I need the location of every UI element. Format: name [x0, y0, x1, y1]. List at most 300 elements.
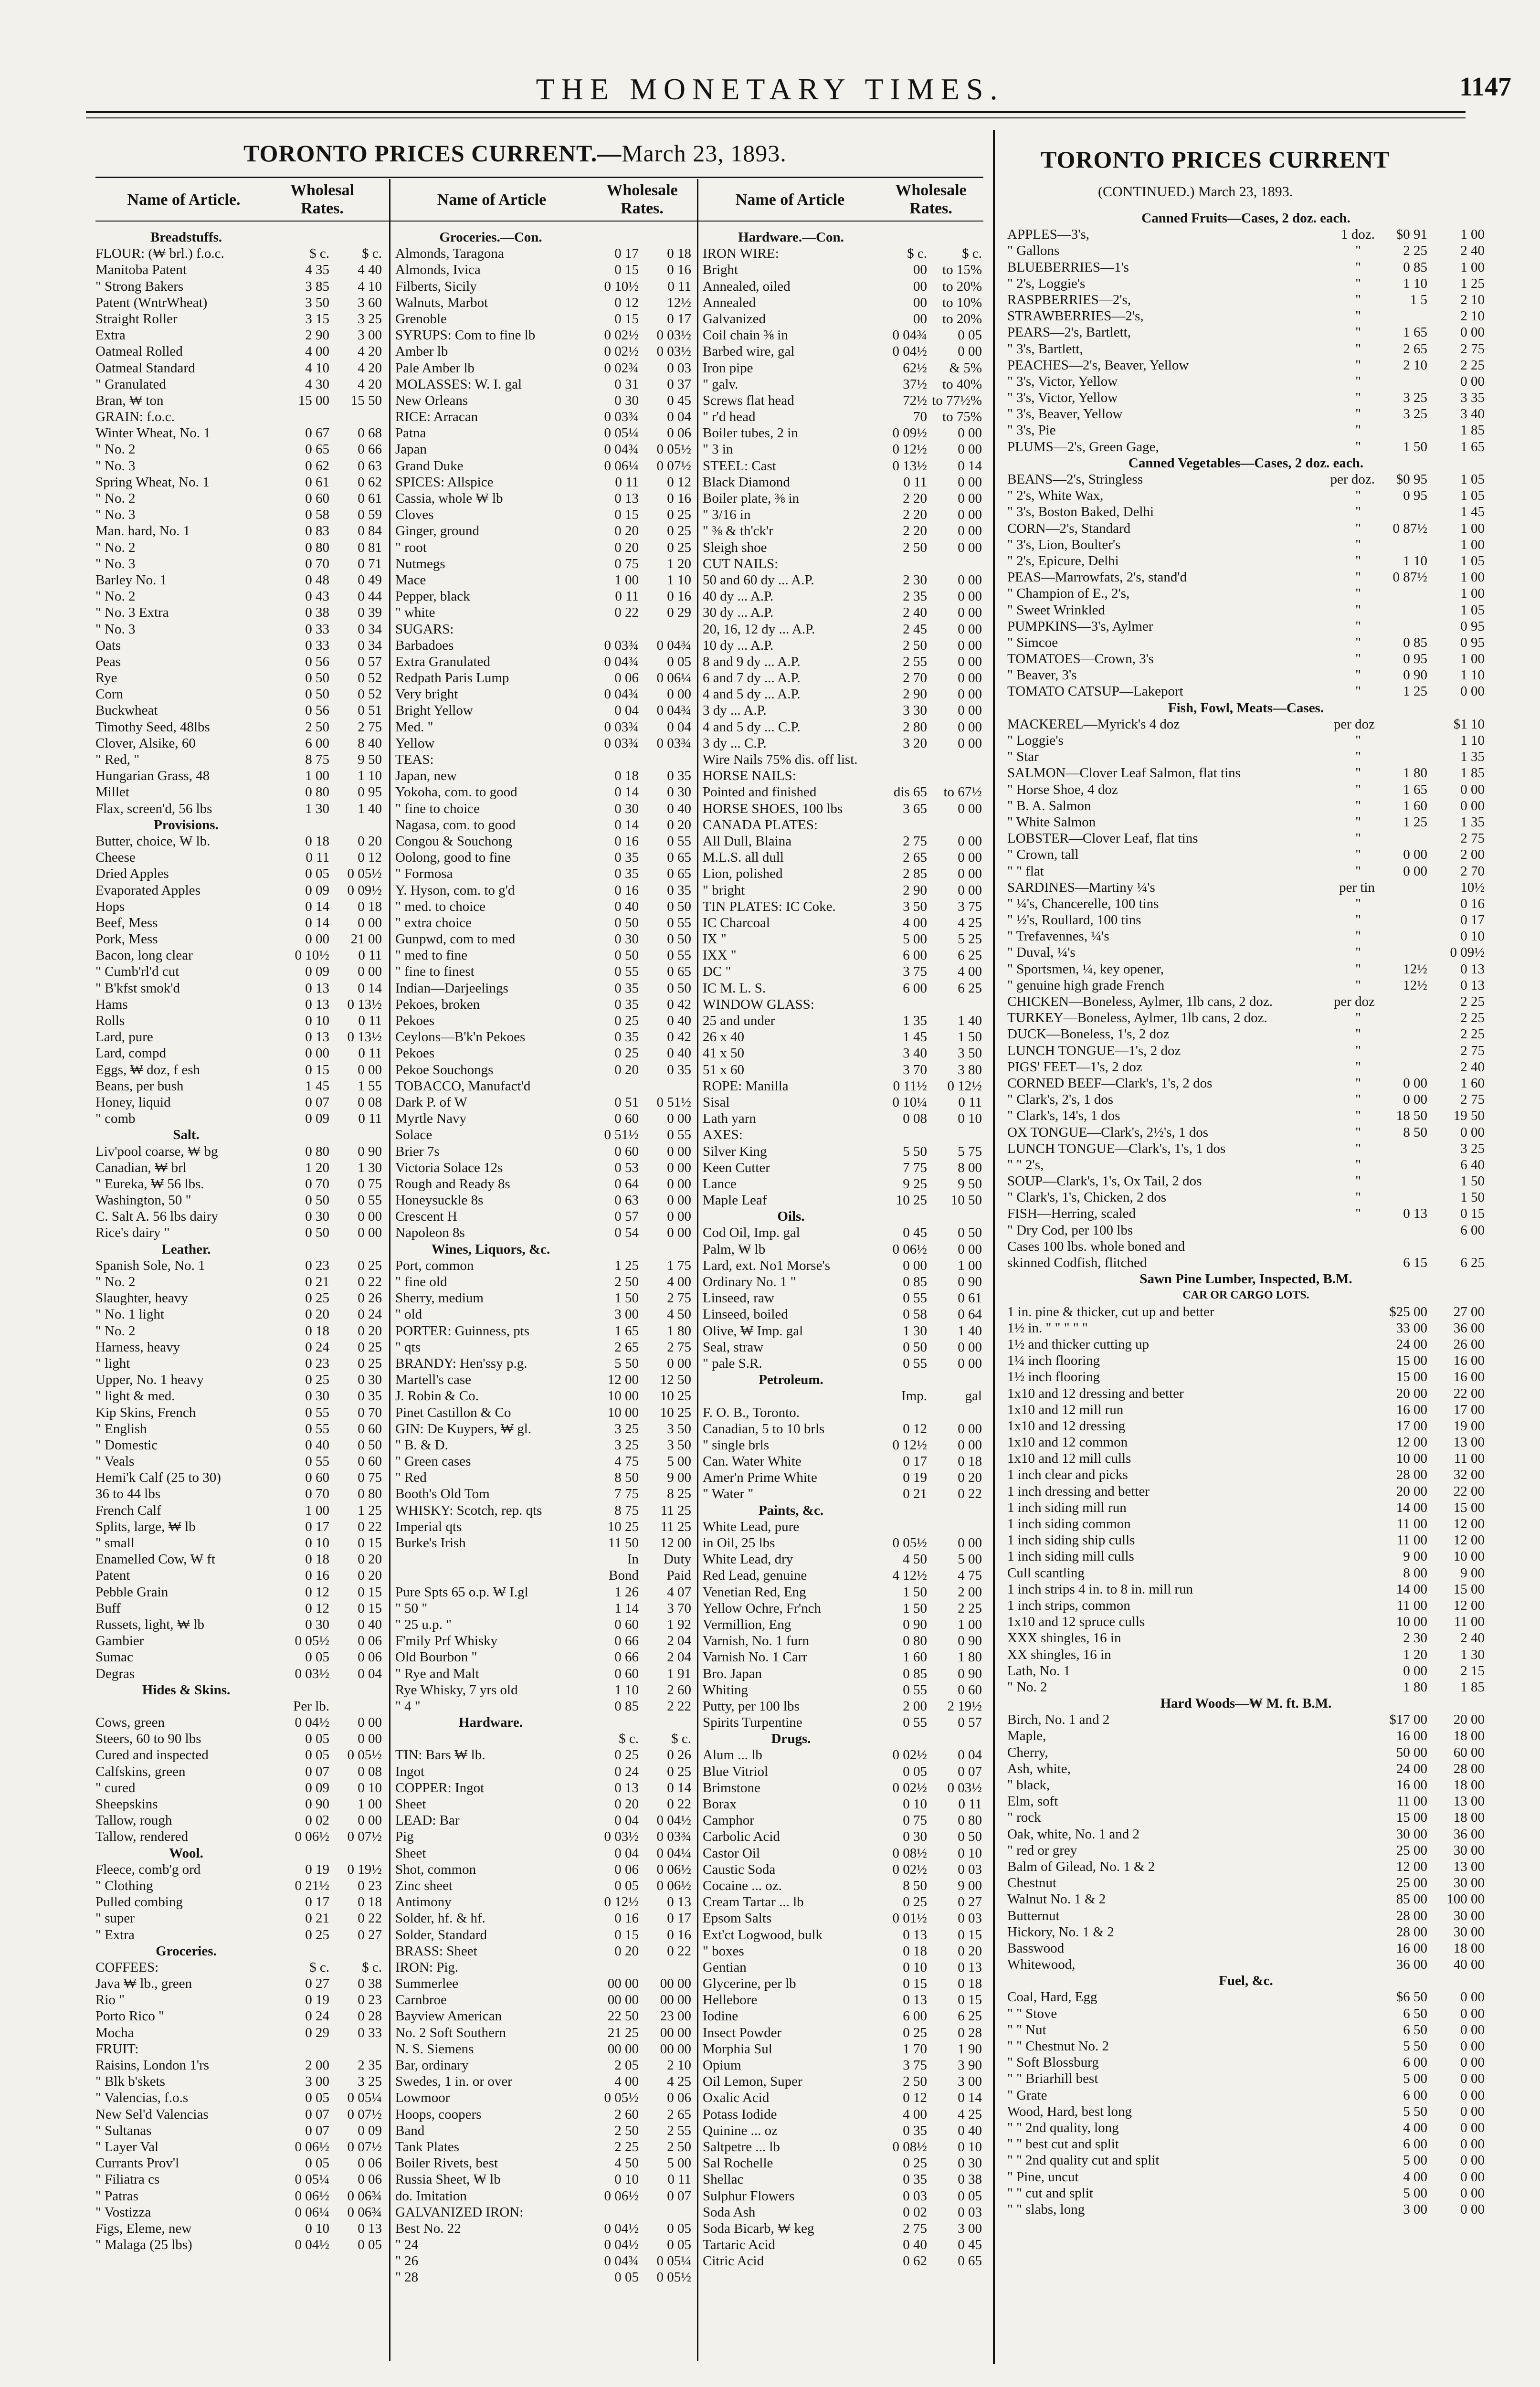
price-high: 2 75	[1460, 1092, 1485, 1108]
price-high: 17 00	[1453, 1402, 1485, 1417]
price-low: $0 91	[1396, 227, 1427, 243]
unit	[1341, 1352, 1375, 1369]
col2-head-name: Name of Article	[437, 191, 547, 209]
price-high: 0 05½	[656, 442, 691, 457]
article-name: " bright	[703, 882, 745, 898]
price-low: 1 00	[614, 572, 639, 588]
price-high: 1 85	[1460, 1679, 1485, 1695]
price-high: 3 80	[958, 1062, 982, 1077]
article-name: Butter, choice, ₩ lb.	[95, 833, 211, 849]
price-column-right	[1007, 210, 1485, 2218]
article-name: Sheet	[395, 1845, 426, 1861]
price-high: 1 91	[667, 1666, 691, 1681]
price-high: to 10%	[942, 295, 982, 310]
price-high: 0 55	[667, 915, 691, 930]
price-row	[395, 2237, 692, 2253]
price-low: 0 13	[305, 996, 329, 1012]
price-row	[703, 817, 984, 833]
price-row	[1007, 944, 1485, 961]
article-name: Camphor	[703, 1813, 754, 1828]
price-row	[95, 1616, 384, 1633]
price-low: $ c.	[619, 1731, 639, 1747]
article-name: 1½ in. " " " " "	[1007, 1320, 1088, 1336]
price-row	[703, 507, 984, 523]
unit	[1341, 2022, 1375, 2038]
price-high: 0 07	[958, 1764, 982, 1779]
price-row	[703, 1241, 984, 1257]
price-row	[395, 1062, 692, 1078]
price-row	[1007, 1320, 1485, 1336]
unit	[1341, 1467, 1375, 1483]
price-low: In	[627, 1552, 639, 1567]
price-row	[1007, 1467, 1485, 1483]
price-high: 3 40	[1460, 406, 1485, 422]
price-low: 0 04½	[604, 2220, 639, 2236]
price-high: 0 16	[667, 589, 691, 604]
article-name: Crescent H	[395, 1209, 457, 1225]
price-row	[703, 1714, 984, 1731]
price-row	[95, 2008, 384, 2024]
article-name: " old	[395, 1307, 422, 1322]
article-name: Pekoes	[395, 1046, 435, 1061]
price-low: 0 06½	[295, 2188, 329, 2204]
price-row	[1007, 1842, 1485, 1859]
price-high: $ c.	[362, 246, 382, 262]
article-name: Birch, No. 1 and 2	[1007, 1712, 1110, 1728]
price-high: 1 75	[667, 1257, 691, 1273]
price-high: 0 25	[358, 1257, 382, 1273]
article-name: Blue Vitriol	[703, 1764, 769, 1779]
price-low: 2 60	[614, 2106, 639, 2122]
article-name: PEARS—2's, Bartlett,	[1007, 325, 1131, 340]
section-heading	[395, 1714, 692, 1731]
article-name: " Duval, ¼'s	[1007, 945, 1076, 961]
price-low: Per lb.	[293, 1698, 329, 1714]
price-low: 0 13½	[892, 458, 927, 474]
price-row	[95, 849, 384, 866]
article-name: Screws flat head	[703, 392, 794, 408]
unit	[1341, 1222, 1375, 1238]
price-high: 9 00	[958, 1878, 982, 1893]
price-row	[95, 1502, 384, 1519]
price-high: 10½	[1460, 879, 1485, 895]
price-low: 0 55	[305, 1454, 329, 1469]
price-low: 0 38	[305, 605, 329, 621]
price-low: 0 03¾	[604, 637, 639, 653]
price-row	[95, 2123, 384, 2139]
price-row	[703, 1600, 984, 1616]
price-row	[395, 2123, 692, 2139]
price-high: 1 00	[1460, 537, 1485, 552]
unit: "	[1355, 1124, 1361, 1140]
price-high: 0 00	[358, 1225, 382, 1241]
price-high: 15 00	[1453, 1500, 1485, 1515]
article-name: Indian—Darjeelings	[395, 980, 508, 996]
article-name: Palm, ₩ lb	[703, 1241, 766, 1257]
price-low: 0 03¾	[604, 719, 639, 735]
price-low: 0 13	[614, 1780, 639, 1796]
price-high: 0 00	[1460, 2055, 1485, 2070]
price-low: 9 00	[1403, 1549, 1427, 1564]
unit	[1341, 1565, 1375, 1581]
price-low: 0 30	[903, 1829, 927, 1845]
price-low: 0 14	[305, 915, 329, 930]
price-row	[703, 1274, 984, 1290]
price-low: 0 35	[614, 996, 639, 1012]
price-high	[927, 1405, 982, 1421]
price-low: 0 50	[903, 1339, 927, 1355]
price-low: 0 24	[305, 2008, 329, 2024]
price-high	[927, 556, 982, 572]
price-row	[1007, 634, 1485, 651]
article-name: STEEL: Cast	[703, 458, 776, 474]
price-low: 0 25	[903, 2025, 927, 2040]
price-row	[395, 686, 692, 702]
price-low: 0 02	[305, 1813, 329, 1828]
price-row	[95, 1975, 384, 1992]
price-row	[395, 1780, 692, 1796]
article-name: J. Robin & Co.	[395, 1388, 479, 1404]
price-low: 0 60	[614, 1143, 639, 1159]
unit: "	[1355, 308, 1361, 324]
price-high: 0 04¼	[656, 1845, 691, 1861]
price-row	[1007, 1908, 1485, 1924]
article-name: " Vostizza	[95, 2204, 151, 2220]
unit	[1341, 2185, 1375, 2201]
article-name: Carnbroe	[395, 1992, 447, 2008]
price-low: 0 35	[903, 2172, 927, 2187]
price-low: 0 33	[305, 621, 329, 637]
price-low: 0 17	[305, 1894, 329, 1910]
article-name: " Dry Cod, per 100 lbs	[1007, 1222, 1133, 1238]
article-name: " rock	[1007, 1810, 1041, 1826]
price-high: 0 55	[667, 833, 691, 849]
price-low: 0 21½	[295, 1878, 329, 1893]
article-name: " white	[395, 605, 435, 621]
unit: "	[1355, 945, 1361, 961]
unit	[1341, 1761, 1375, 1777]
price-row	[95, 1029, 384, 1045]
price-high: 1 90	[958, 2041, 982, 2057]
article-name: Sumac	[95, 1649, 133, 1665]
col1-head-name: Name of Article.	[127, 191, 241, 209]
price-row	[395, 784, 692, 800]
price-low: 4 00	[305, 344, 329, 359]
price-high: 0 45	[958, 2237, 982, 2253]
article-name: IX "	[703, 931, 727, 947]
left-colhead-rule	[95, 221, 983, 222]
price-row	[703, 637, 984, 654]
price-row	[95, 2057, 384, 2073]
article-name: APPLES—3's,	[1007, 227, 1090, 243]
price-low: 0 20	[614, 539, 639, 555]
price-low: 0 12	[903, 1421, 927, 1436]
price-high: 0 17	[667, 1911, 691, 1926]
price-row	[703, 751, 984, 768]
price-low: 0 00	[1403, 847, 1427, 863]
price-low: 0 10	[305, 1535, 329, 1551]
price-high: 1 25	[1460, 275, 1485, 291]
price-high: 0 00	[1460, 798, 1485, 813]
price-row	[395, 392, 692, 409]
price-row	[95, 1355, 384, 1372]
price-low	[1375, 1173, 1427, 1189]
price-low: 2 70	[903, 670, 927, 686]
price-high: 0 20	[667, 817, 691, 833]
price-low: 0 00	[903, 1257, 927, 1273]
price-row	[1007, 406, 1485, 422]
price-low: 2 65	[1403, 341, 1427, 357]
price-high: 36 00	[1453, 1320, 1485, 1336]
price-low: 0 15	[614, 1927, 639, 1943]
article-name: " Cumb'rl'd cut	[95, 964, 179, 980]
price-high: 1 30	[1460, 1647, 1485, 1662]
price-low: 0 02½	[892, 1861, 927, 1877]
price-low: 0 55	[305, 1421, 329, 1436]
price-low: 3 00	[1403, 2201, 1427, 2217]
price-low: 3 70	[903, 1062, 927, 1077]
price-high: 0 00	[958, 801, 982, 816]
price-high: 0 90	[358, 1143, 382, 1159]
price-row	[395, 996, 692, 1013]
price-high: 100 00	[1446, 1891, 1485, 1907]
article-name: Burke's Irish	[395, 1535, 466, 1551]
price-low: 0 40	[614, 898, 639, 914]
price-row	[95, 1437, 384, 1453]
price-high: 0 50	[358, 1437, 382, 1453]
article-name: Man. hard, No. 1	[95, 523, 190, 539]
price-row	[703, 1567, 984, 1584]
unit	[1341, 1597, 1375, 1614]
price-low: 00 00	[607, 2041, 639, 2057]
article-name: IRON: Pig.	[395, 1959, 459, 1975]
section-heading	[95, 1241, 384, 1257]
price-low: 2 65	[614, 1339, 639, 1355]
price-row	[95, 1290, 384, 1306]
article-name: Spirits Turpentine	[703, 1715, 802, 1731]
unit: "	[1355, 357, 1361, 373]
price-row	[395, 1764, 692, 1780]
price-low: 0 11	[615, 589, 639, 604]
price-high: 0 00	[958, 1437, 982, 1453]
article-name: " Sweet Wrinkled	[1007, 602, 1106, 618]
article-name: 1x10 and 12 spruce culls	[1007, 1614, 1145, 1630]
price-row	[95, 474, 384, 490]
price-row	[95, 1208, 384, 1225]
price-high: 0 30	[958, 2155, 982, 2171]
price-low: 4 00	[614, 2074, 639, 2090]
price-row	[1007, 1956, 1485, 1973]
price-row	[703, 278, 984, 295]
price-row	[703, 1878, 984, 1894]
price-low: $ c.	[309, 1959, 329, 1975]
price-low: 8 50	[1403, 1124, 1427, 1140]
price-low: 0 13	[305, 980, 329, 996]
price-low: 2 75	[903, 833, 927, 849]
price-low: 6 50	[1403, 2022, 1427, 2038]
price-row	[95, 295, 384, 311]
unit: "	[1355, 1043, 1361, 1058]
price-high: 15 50	[350, 392, 382, 408]
article-name: Patna	[395, 425, 426, 441]
price-row	[703, 1192, 984, 1208]
price-low: 1 20	[305, 1160, 329, 1175]
article-name: Black Diamond	[703, 474, 790, 490]
article-name: LUNCH TONGUE—1's, 2 doz	[1007, 1043, 1181, 1058]
article-name: 1 inch siding mill run	[1007, 1500, 1127, 1515]
price-high: 0 06¼	[656, 670, 691, 686]
price-low: 12 00	[1396, 1859, 1427, 1874]
price-low	[1375, 1157, 1427, 1173]
price-low: 0 08½	[892, 1845, 927, 1861]
price-low: 0 66	[614, 1633, 639, 1649]
price-row	[395, 2220, 692, 2237]
price-row	[95, 2025, 384, 2041]
price-high	[1427, 1238, 1485, 1255]
price-high: 0 13	[958, 1959, 982, 1975]
section-heading	[1007, 1287, 1485, 1303]
price-row	[703, 1682, 984, 1698]
price-row	[1007, 830, 1485, 846]
price-row	[703, 539, 984, 556]
price-high: 0 07½	[656, 458, 691, 474]
price-row	[703, 1584, 984, 1600]
price-low: 1 10	[1403, 275, 1427, 291]
price-low: 00 00	[607, 1992, 639, 2008]
price-high: 0 00	[1460, 2136, 1485, 2152]
price-low: 5 00	[1403, 2185, 1427, 2201]
price-low: 0 09	[305, 1780, 329, 1796]
price-low: 0 30	[305, 1388, 329, 1404]
unit	[1341, 1663, 1375, 1679]
price-row	[95, 963, 384, 980]
price-low: 4 00	[903, 915, 927, 930]
price-high: 0 13	[667, 1894, 691, 1910]
price-row	[95, 539, 384, 556]
section-heading	[703, 1502, 984, 1519]
price-high: 0 25	[667, 523, 691, 539]
price-low	[1375, 537, 1427, 553]
price-high: 0 00	[1460, 684, 1485, 699]
section-heading	[95, 1127, 384, 1143]
price-row	[1007, 651, 1485, 667]
price-high: to 75%	[942, 409, 982, 425]
price-high: 0 45	[667, 392, 691, 408]
price-row	[95, 1584, 384, 1600]
price-high: 2 40	[1460, 243, 1485, 259]
article-name: XX shingles, 16 in	[1007, 1647, 1111, 1662]
article-name: Lion, polished	[703, 866, 783, 882]
price-low: 0 35	[614, 850, 639, 866]
price-low: 0 62	[305, 458, 329, 474]
price-row	[1007, 357, 1485, 373]
article-name	[395, 1567, 586, 1584]
article-name: Honeysuckle 8s	[395, 1193, 484, 1208]
price-high: 0 39	[358, 605, 382, 621]
price-low: 0 03¾	[604, 735, 639, 751]
article-name: Filberts, Sicily	[395, 278, 477, 294]
price-high: 8 40	[358, 735, 382, 751]
article-name: Evaporated Apples	[95, 882, 200, 898]
article-name: Basswood	[1007, 1940, 1065, 1956]
article-name: " Clark's, 14's, 1 dos	[1007, 1108, 1120, 1124]
price-low: 25 00	[1396, 1875, 1427, 1891]
price-row	[703, 311, 984, 327]
unit: "	[1355, 373, 1361, 389]
price-column-3	[703, 229, 984, 2269]
price-low: 0 20	[614, 1943, 639, 1959]
price-row	[1007, 471, 1485, 487]
price-row	[95, 376, 384, 392]
price-high: 0 15	[1460, 1206, 1485, 1222]
unit	[1341, 1777, 1375, 1793]
price-row	[1007, 1108, 1485, 1124]
price-low: 1 30	[903, 1323, 927, 1339]
price-low: 4 50	[614, 2155, 639, 2171]
price-low: 7 75	[903, 1160, 927, 1175]
unit	[1341, 1875, 1375, 1891]
price-row	[395, 1666, 692, 1682]
price-low: 0 02½	[604, 327, 639, 343]
price-row	[1007, 602, 1485, 618]
article-name: Groceries.	[156, 1943, 217, 1959]
price-row	[1007, 1744, 1485, 1761]
price-high: 0 35	[667, 882, 691, 898]
price-high: 0 20	[958, 1470, 982, 1486]
price-high: 8 00	[958, 1160, 982, 1175]
article-name: TOBACCO, Manufact'd	[395, 1078, 531, 1094]
article-name: " ¼'s, Chancerelle, 100 tins	[1007, 896, 1159, 911]
price-low	[879, 1519, 927, 1535]
price-low: 0 55	[903, 1290, 927, 1306]
unit	[1341, 1402, 1375, 1418]
article-name: Japan	[395, 442, 427, 457]
article-name: MACKEREL—Myrick's 4 doz	[1007, 716, 1180, 732]
article-name: Washington, 50 "	[95, 1193, 191, 1208]
price-row	[95, 1192, 384, 1208]
price-high: Duty	[664, 1552, 691, 1567]
price-low: 0 17	[903, 1454, 927, 1469]
article-name: New Sel'd Valencias	[95, 2106, 209, 2122]
price-row	[1007, 1989, 1485, 2005]
price-row	[703, 1355, 984, 1372]
article-name: Ordinary No. 1 "	[703, 1274, 796, 1289]
price-low	[879, 1127, 927, 1143]
price-low: 10 00	[607, 1405, 639, 1420]
price-low	[1375, 716, 1427, 732]
price-row	[95, 719, 384, 735]
price-high: 0 95	[1460, 618, 1485, 634]
price-row	[95, 735, 384, 751]
price-low: 0 35	[903, 2123, 927, 2138]
price-high: 0 13	[1460, 961, 1485, 977]
price-low: 0 25	[305, 1290, 329, 1306]
article-name: Boiler plate, ⅜ in	[703, 491, 800, 506]
article-name: Coil chain ⅜ in	[703, 327, 788, 343]
price-low: 0 24	[305, 1339, 329, 1355]
price-low: 2 45	[903, 621, 927, 637]
article-name: Amer'n Prime White	[703, 1470, 817, 1486]
price-high: 0 11	[958, 1094, 982, 1110]
price-row	[1007, 2087, 1485, 2103]
article-name: " Green cases	[395, 1454, 471, 1469]
price-high: 0 16	[667, 491, 691, 506]
price-high: 12 00	[1453, 1516, 1485, 1531]
price-row	[703, 2188, 984, 2204]
article-name: Oatmeal Standard	[95, 360, 195, 376]
price-low: 1 70	[903, 2041, 927, 2057]
article-name: Hellebore	[703, 1992, 758, 2008]
